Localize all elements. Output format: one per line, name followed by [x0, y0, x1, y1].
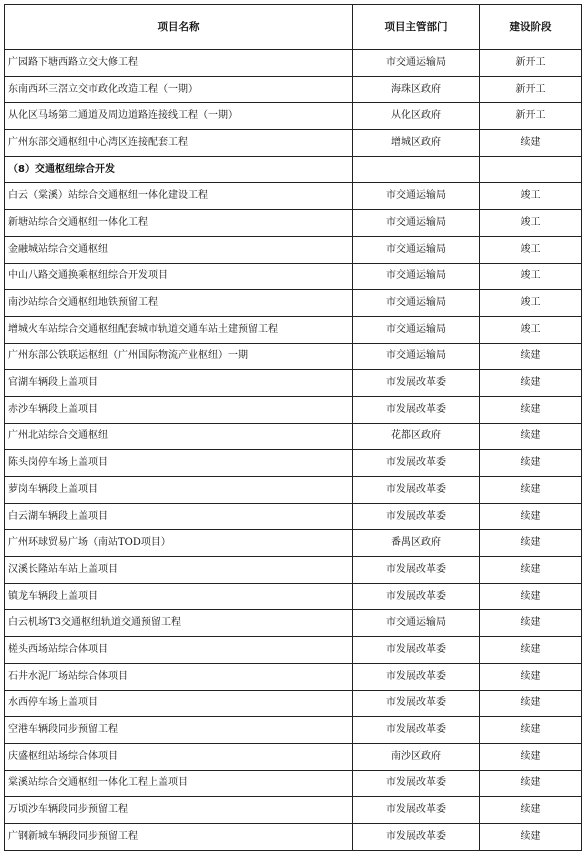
- project-name-cell: 赤沙车辆段上盖项目: [5, 396, 353, 423]
- department-cell: 市发展改革委: [353, 770, 480, 797]
- table-row: [5, 823, 582, 850]
- stage-cell: 续建: [480, 130, 582, 157]
- department-cell: 市发展改革委: [353, 663, 480, 690]
- table-row: [5, 343, 582, 370]
- table-row: [5, 423, 582, 450]
- header-department: 项目主管部门: [353, 5, 480, 50]
- stage-cell: 续建: [480, 610, 582, 637]
- department-cell: 花都区政府: [353, 423, 480, 450]
- project-name-cell: 白云湖车辆段上盖项目: [5, 503, 353, 530]
- header-project-name: 项目名称: [5, 5, 353, 50]
- stage-cell: 续建: [480, 743, 582, 770]
- department-cell: 市发展改革委: [353, 797, 480, 824]
- table-row: [5, 450, 582, 477]
- project-name-cell: 庆盛枢纽站场综合体项目: [5, 743, 353, 770]
- department-cell: 市发展改革委: [353, 450, 480, 477]
- project-name-cell: 镇龙车辆段上盖项目: [5, 583, 353, 610]
- table-row: [5, 797, 582, 824]
- project-name-cell: 广州环球贸易广场（南站TOD项目）: [5, 530, 353, 557]
- department-cell: 市发展改革委: [353, 477, 480, 504]
- department-cell: 市发展改革委: [353, 823, 480, 850]
- section-empty-cell: [353, 156, 480, 183]
- project-name-cell: 万顷沙车辆段同步预留工程: [5, 797, 353, 824]
- stage-cell: 续建: [480, 503, 582, 530]
- department-cell: 市发展改革委: [353, 396, 480, 423]
- project-table: [4, 4, 582, 851]
- department-cell: 市交通运输局: [353, 610, 480, 637]
- department-cell: 市交通运输局: [353, 343, 480, 370]
- department-cell: 市交通运输局: [353, 316, 480, 343]
- table-row: [5, 290, 582, 317]
- project-name-cell: 广州东部公铁联运枢纽（广州国际物流产业枢纽）一期: [5, 343, 353, 370]
- table-row: [5, 396, 582, 423]
- project-name-cell: 白云机场T3交通枢纽轨道交通预留工程: [5, 610, 353, 637]
- department-cell: 市发展改革委: [353, 503, 480, 530]
- table-row: [5, 637, 582, 664]
- department-cell: 市发展改革委: [353, 557, 480, 584]
- table-row: [5, 50, 582, 77]
- stage-cell: 竣工: [480, 316, 582, 343]
- department-cell: 南沙区政府: [353, 743, 480, 770]
- stage-cell: 续建: [480, 477, 582, 504]
- project-name-cell: 中山八路交通换乘枢纽综合开发项目: [5, 263, 353, 290]
- department-cell: 市发展改革委: [353, 717, 480, 744]
- stage-cell: 续建: [480, 770, 582, 797]
- table-row: [5, 610, 582, 637]
- department-cell: 番禺区政府: [353, 530, 480, 557]
- department-cell: 从化区政府: [353, 103, 480, 130]
- department-cell: 市交通运输局: [353, 210, 480, 237]
- stage-cell: 新开工: [480, 76, 582, 103]
- department-cell: 市发展改革委: [353, 637, 480, 664]
- project-name-cell: 槎头西场站综合体项目: [5, 637, 353, 664]
- project-name-cell: 石井水泥厂场站综合体项目: [5, 663, 353, 690]
- project-name-cell: 萝岗车辆段上盖项目: [5, 477, 353, 504]
- table-row: [5, 717, 582, 744]
- table-row: [5, 743, 582, 770]
- table-row: [5, 770, 582, 797]
- table-row: [5, 503, 582, 530]
- section-empty-cell: [480, 156, 582, 183]
- stage-cell: 新开工: [480, 103, 582, 130]
- project-name-cell: 空港车辆段同步预留工程: [5, 717, 353, 744]
- section-title: （8）交通枢纽综合开发: [5, 156, 353, 183]
- stage-cell: 续建: [480, 663, 582, 690]
- stage-cell: 续建: [480, 690, 582, 717]
- stage-cell: 竣工: [480, 290, 582, 317]
- stage-cell: 竣工: [480, 263, 582, 290]
- project-name-cell: 广州东部交通枢纽中心湾区连接配套工程: [5, 130, 353, 157]
- project-name-cell: 广园路下塘西路立交大修工程: [5, 50, 353, 77]
- stage-cell: 续建: [480, 717, 582, 744]
- department-cell: 市发展改革委: [353, 583, 480, 610]
- project-name-cell: 水西停车场上盖项目: [5, 690, 353, 717]
- stage-cell: 竣工: [480, 210, 582, 237]
- table-row: [5, 103, 582, 130]
- table-row: [5, 530, 582, 557]
- table-row: [5, 210, 582, 237]
- section-row: [5, 156, 582, 183]
- department-cell: 市交通运输局: [353, 263, 480, 290]
- department-cell: 市交通运输局: [353, 50, 480, 77]
- project-name-cell: 从化区马场第二通道及周边道路连接线工程（一期）: [5, 103, 353, 130]
- project-name-cell: 金融城站综合交通枢纽: [5, 236, 353, 263]
- table-row: [5, 263, 582, 290]
- department-cell: 市发展改革委: [353, 690, 480, 717]
- project-name-cell: 增城火车站综合交通枢纽配套城市轨道交通车站土建预留工程: [5, 316, 353, 343]
- table-row: [5, 557, 582, 584]
- project-name-cell: 广州北站综合交通枢纽: [5, 423, 353, 450]
- stage-cell: 续建: [480, 823, 582, 850]
- table-row: [5, 236, 582, 263]
- project-name-cell: 广钢新城车辆段同步预留工程: [5, 823, 353, 850]
- stage-cell: 续建: [480, 557, 582, 584]
- header-stage: 建设阶段: [480, 5, 582, 50]
- project-name-cell: 汉溪长隆站车站上盖项目: [5, 557, 353, 584]
- table-header: [5, 5, 582, 50]
- project-name-cell: 棠溪站综合交通枢纽一体化工程上盖项目: [5, 770, 353, 797]
- project-name-cell: 官湖车辆段上盖项目: [5, 370, 353, 397]
- table-body: [5, 50, 582, 851]
- table-row: [5, 130, 582, 157]
- stage-cell: 新开工: [480, 50, 582, 77]
- document-page: [4, 4, 581, 851]
- table-row: [5, 316, 582, 343]
- table-row: [5, 76, 582, 103]
- department-cell: 市交通运输局: [353, 183, 480, 210]
- table-row: [5, 183, 582, 210]
- department-cell: 增城区政府: [353, 130, 480, 157]
- department-cell: 市发展改革委: [353, 370, 480, 397]
- stage-cell: 续建: [480, 343, 582, 370]
- table-row: [5, 370, 582, 397]
- department-cell: 海珠区政府: [353, 76, 480, 103]
- stage-cell: 续建: [480, 370, 582, 397]
- stage-cell: 续建: [480, 530, 582, 557]
- stage-cell: 续建: [480, 637, 582, 664]
- department-cell: 市交通运输局: [353, 290, 480, 317]
- header-row: [5, 5, 582, 50]
- stage-cell: 续建: [480, 797, 582, 824]
- stage-cell: 竣工: [480, 236, 582, 263]
- project-name-cell: 南沙站综合交通枢纽地铁预留工程: [5, 290, 353, 317]
- stage-cell: 续建: [480, 583, 582, 610]
- project-name-cell: 陈头岗停车场上盖项目: [5, 450, 353, 477]
- department-cell: 市交通运输局: [353, 236, 480, 263]
- table-row: [5, 477, 582, 504]
- table-row: [5, 583, 582, 610]
- stage-cell: 竣工: [480, 183, 582, 210]
- table-row: [5, 663, 582, 690]
- project-name-cell: 东南西环三滘立交市政化改造工程（一期）: [5, 76, 353, 103]
- stage-cell: 续建: [480, 396, 582, 423]
- stage-cell: 续建: [480, 423, 582, 450]
- project-name-cell: 新塘站综合交通枢纽一体化工程: [5, 210, 353, 237]
- project-name-cell: 白云（棠溪）站综合交通枢纽一体化建设工程: [5, 183, 353, 210]
- stage-cell: 续建: [480, 450, 582, 477]
- table-row: [5, 690, 582, 717]
